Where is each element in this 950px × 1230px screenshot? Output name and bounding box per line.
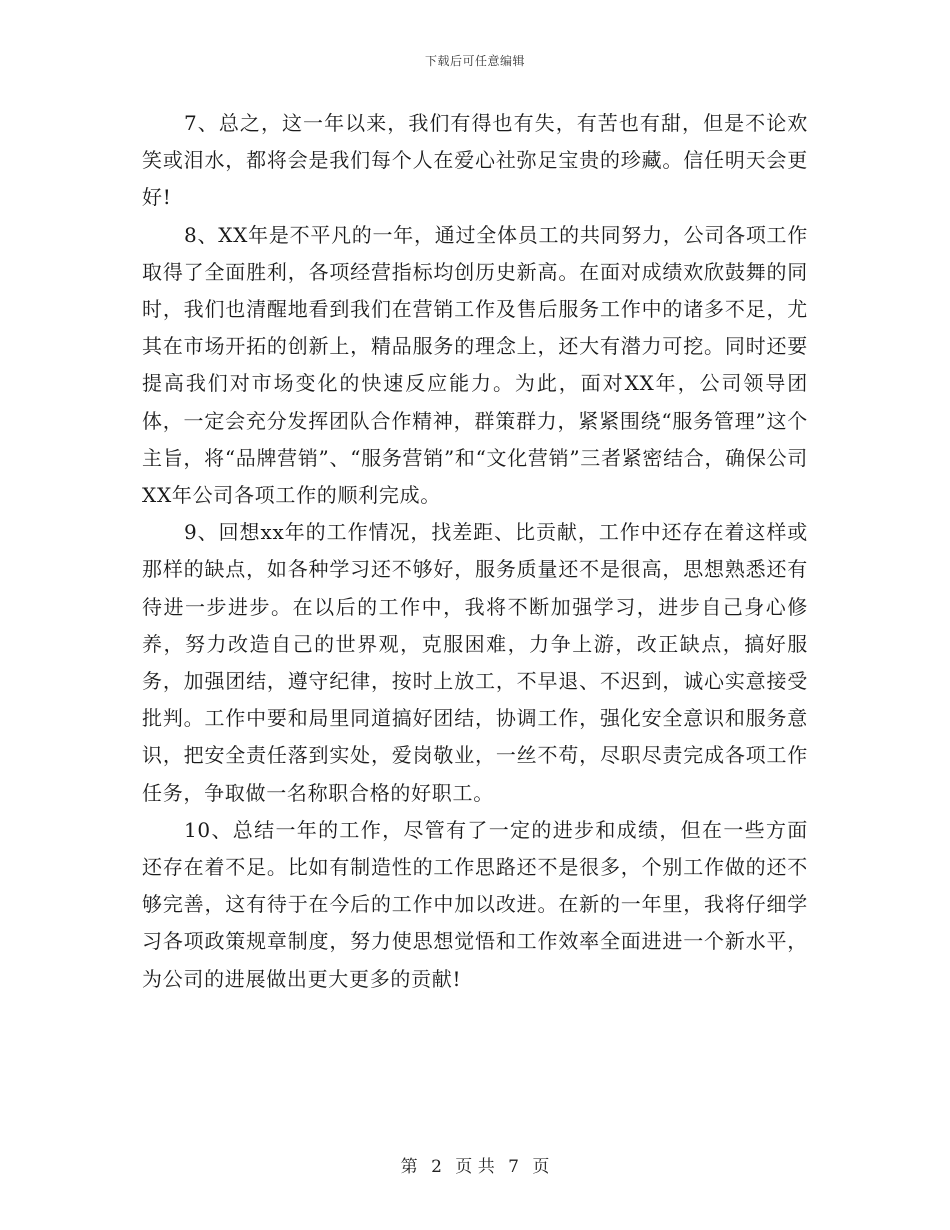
paragraph-8: 8、XX年是不平凡的一年，通过全体员工的共同努力，公司各项工作取得了全面胜利，各项经营指标均创历史新高。在面对成绩欢欣鼓舞的同时，我们也清醒地看到我们在营销工作及售后服务工作中的诸多不足，尤其在市场开拓的创新上，精品服务的理念上，还大有潜力可挖。同时还要提高我们对市场变化的快速反应能力。为此，面对XX年，公司领导团体，一定会充分发挥团队合作精神，群策群力，紧紧围绕“服务管理”这个主旨，将“品牌营销”、“服务营销”和“文化营销”三者紧密结合，确保公司XX年公司各项工作的顺利完成。: [142, 222, 808, 508]
footer-current-page: 2: [431, 1157, 442, 1177]
paragraph-10: 10、总结一年的工作，尽管有了一定的进步和成绩，但在一些方面还存在着不足。比如有制造性的工作思路还不是很多，个别工作做的还不够完善，这有待于在今后的工作中加以改进。在新的一年里，我将仔细学习各项政策规章制度，努力使思想觉悟和工作效率全面进进一个新水平，为公司的进展做出更大更多的贡献!: [142, 817, 808, 991]
document-body: [142, 105, 808, 998]
footer-total-pages: 7: [508, 1157, 519, 1177]
page-header: 下载后可任意编辑: [424, 54, 525, 68]
paragraph-7: 7、总之，这一年以来，我们有得也有失，有苦也有甜，但是不论欢笑或泪水，都将会是我们每个人在爱心社弥足宝贵的珍藏。信任明天会更好!: [142, 111, 808, 210]
footer-suffix: 页: [532, 1157, 550, 1177]
page-footer: [0, 1152, 950, 1177]
footer-middle: 页 共: [455, 1157, 495, 1177]
paragraph-9: 9、回想xx年的工作情况，找差距、比贡献，工作中还存在着这样或那样的缺点，如各种学习还不够好，服务质量还不是很高，思想熟悉还有待进一步进步。在以后的工作中，我将不断加强学习，进步自己身心修养，努力改造自己的世界观，克服困难，力争上游，改正缺点，搞好服务，加强团结，遵守纪律，按时上放工，不早退、不迟到，诚心实意接受批判。工作中要和局里同道搞好团结，协调工作，强化安全意识和服务意识，把安全责任落到实处，爱岗敬业，一丝不苟，尽职尽责完成各项工作任务，争取做一名称职合格的好职工。: [142, 520, 808, 805]
footer-prefix: 第: [400, 1157, 418, 1177]
